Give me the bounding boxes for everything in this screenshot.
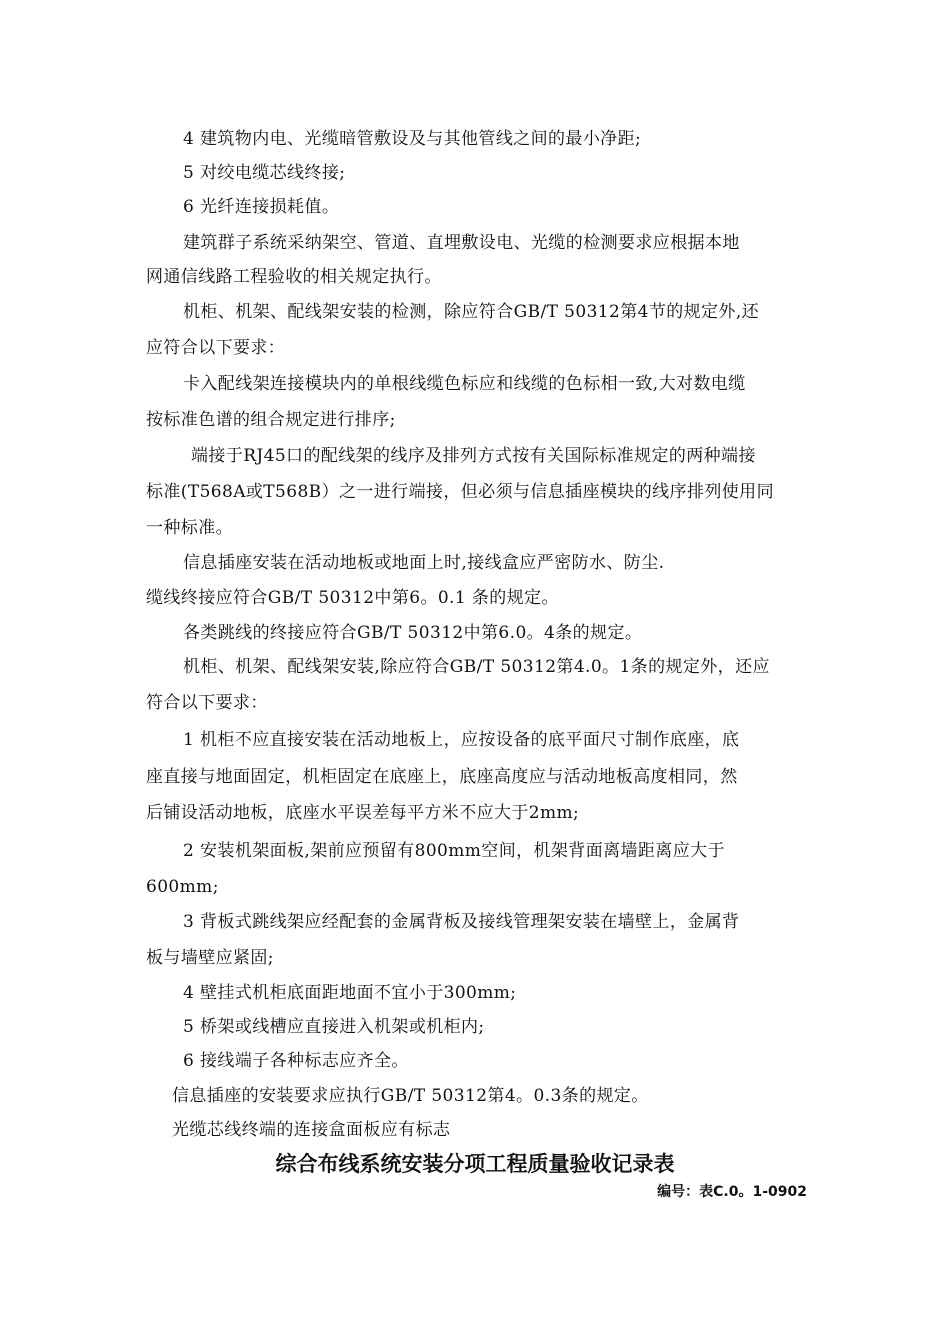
text-line: 按标准色谱的组合规定进行排序;	[146, 410, 396, 430]
text-line: 缆线终接应符合GB/T 50312中第6。0.1 条的规定。	[146, 588, 559, 608]
table-title: 综合布线系统安装分项工程质量验收记录表	[275, 1152, 675, 1176]
text-line: 5 桥架或线槽应直接进入机架或机柜内;	[183, 1017, 485, 1037]
table-code: 编号：表C.0。1-0902	[657, 1184, 807, 1200]
text-line: 板与墙壁应紧固;	[146, 948, 274, 968]
text-line: 应符合以下要求：	[146, 338, 286, 358]
text-line: 卡入配线架连接模块内的单根线缆色标应和线缆的色标相一致,大对数电缆	[183, 374, 746, 394]
text-line: 3 背板式跳线架应经配套的金属背板及接线管理架安装在墙壁上，金属背	[183, 912, 740, 932]
text-line: 端接于RJ45口的配线架的线序及排列方式按有关国际标准规定的两种端接	[191, 446, 756, 466]
text-line: 2 安装机架面板,架前应预留有800mm空间，机架背面离墙距离应大于	[183, 841, 725, 861]
text-line: 1 机柜不应直接安装在活动地板上，应按设备的底平面尺寸制作底座，底	[183, 730, 740, 750]
text-line: 6 接线端子各种标志应齐全。	[183, 1051, 409, 1071]
text-line: 标准(T568A或T568B）之一进行端接，但必须与信息插座模块的线序排列使用同	[146, 482, 774, 502]
text-line: 6 光纤连接损耗值。	[183, 197, 340, 217]
text-line: 网通信线路工程验收的相关规定执行。	[146, 267, 442, 287]
text-line: 信息插座安装在活动地板或地面上时,接线盒应严密防水、防尘.	[183, 553, 665, 573]
text-line: 600mm;	[146, 877, 219, 897]
text-line: 各类跳线的终接应符合GB/T 50312中第6.0。4条的规定。	[183, 623, 643, 643]
text-line: 后铺设活动地板，底座水平误差每平方米不应大于2mm;	[146, 803, 580, 823]
text-line: 5 对绞电缆芯线终接;	[183, 163, 346, 183]
text-line: 4 建筑物内电、光缆暗管敷设及与其他管线之间的最小净距;	[183, 129, 642, 149]
text-line: 光缆芯线终端的连接盒面板应有标志	[172, 1120, 451, 1140]
text-line: 符合以下要求：	[146, 693, 268, 713]
text-line: 机柜、机架、配线架安装,除应符合GB/T 50312第4.0。1条的规定外，还应	[183, 657, 770, 677]
text-line: 信息插座的安装要求应执行GB/T 50312第4。0.3条的规定。	[172, 1086, 649, 1106]
text-line: 建筑群子系统采纳架空、管道、直埋敷设电、光缆的检测要求应根据本地	[183, 233, 740, 253]
text-line: 座直接与地面固定，机柜固定在底座上，底座高度应与活动地板高度相同，然	[146, 767, 738, 787]
text-line: 4 壁挂式机柜底面距地面不宜小于300mm;	[183, 983, 517, 1003]
text-line: 机柜、机架、配线架安装的检测，除应符合GB/T 50312第4节的规定外,还	[183, 302, 760, 322]
text-line: 一种标准。	[146, 518, 233, 538]
